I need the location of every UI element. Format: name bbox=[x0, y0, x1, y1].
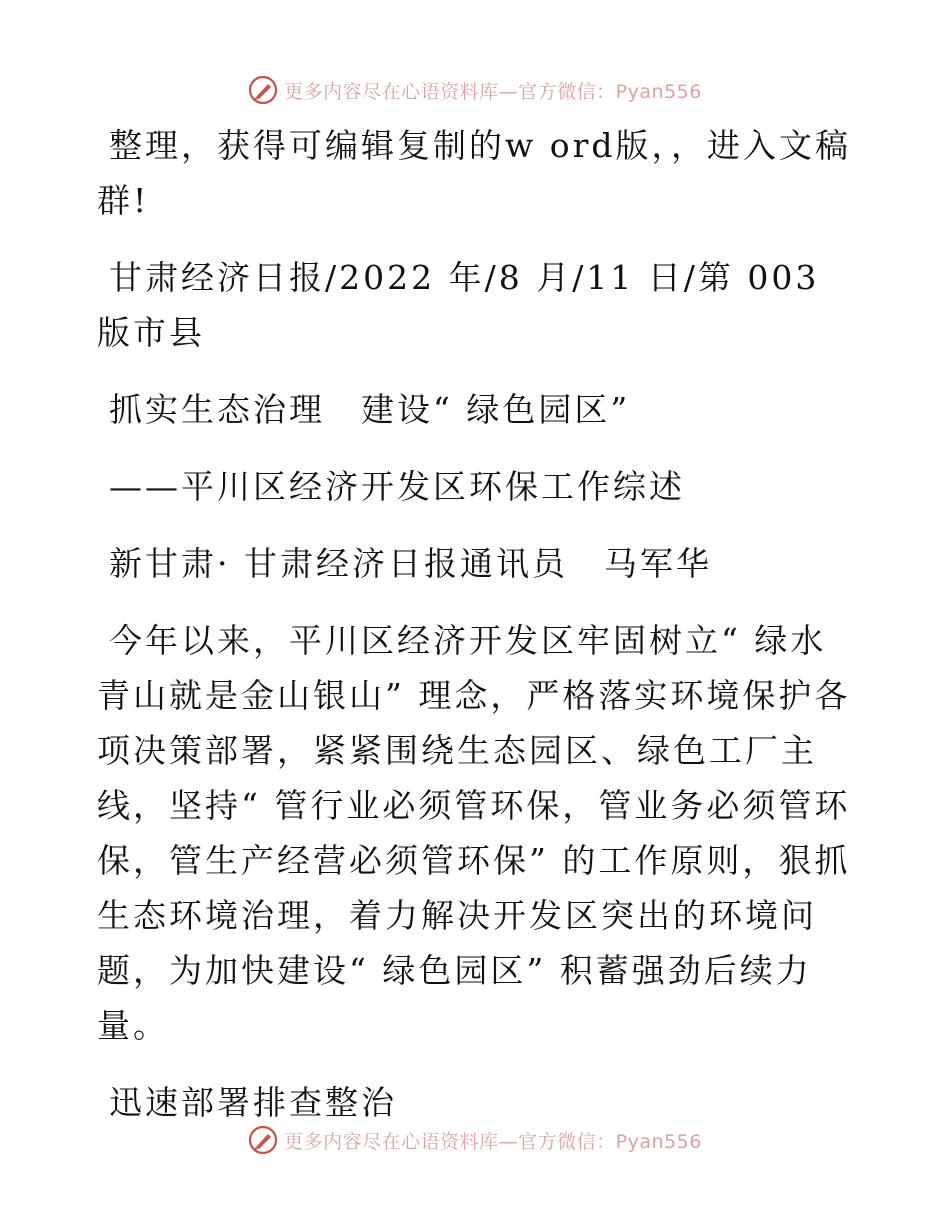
quill-seal-icon bbox=[248, 75, 278, 105]
source-line: 甘肃经济日报/2022 年/8 月/11 日/第 003 版市县 bbox=[97, 258, 820, 352]
watermark-text: 更多内容尽在心语资料库—官方微信：Pyan556 bbox=[284, 80, 702, 103]
watermark-text: 更多内容尽在心语资料库—官方微信：Pyan556 bbox=[284, 1130, 702, 1153]
byline: 新甘肃· 甘肃经济日报通讯员 马军华 bbox=[109, 544, 712, 583]
quill-seal-icon bbox=[248, 1125, 278, 1155]
section-heading: 迅速部署排查整治 bbox=[109, 1083, 397, 1122]
intro-note: 整理，获得可编辑复制的w ord版，，进入文稿群! bbox=[97, 126, 852, 220]
document-body bbox=[97, 118, 857, 1152]
article-title: 抓实生态治理 建设“ 绿色园区” bbox=[109, 390, 631, 429]
footer-watermark bbox=[0, 1122, 950, 1158]
body-paragraph: 今年以来，平川区经济开发区牢固树立“ 绿水青山就是金山银山” 理念，严格落实环境保护各项决策部署，紧紧围绕生态园区、绿色工厂主线，坚持“ 管行业必须管环保，管业务必须管环保，管生产经营必须管环保” 的工作原则，狠抓生态环境治理，着力解决开发区突出的环境问题，为加快建设“ 绿色园区” 积蓄强劲后续力量。 bbox=[97, 621, 851, 1045]
header-watermark bbox=[0, 72, 950, 108]
article-subtitle: ——平川区经济开发区环保工作综述 bbox=[109, 467, 685, 506]
